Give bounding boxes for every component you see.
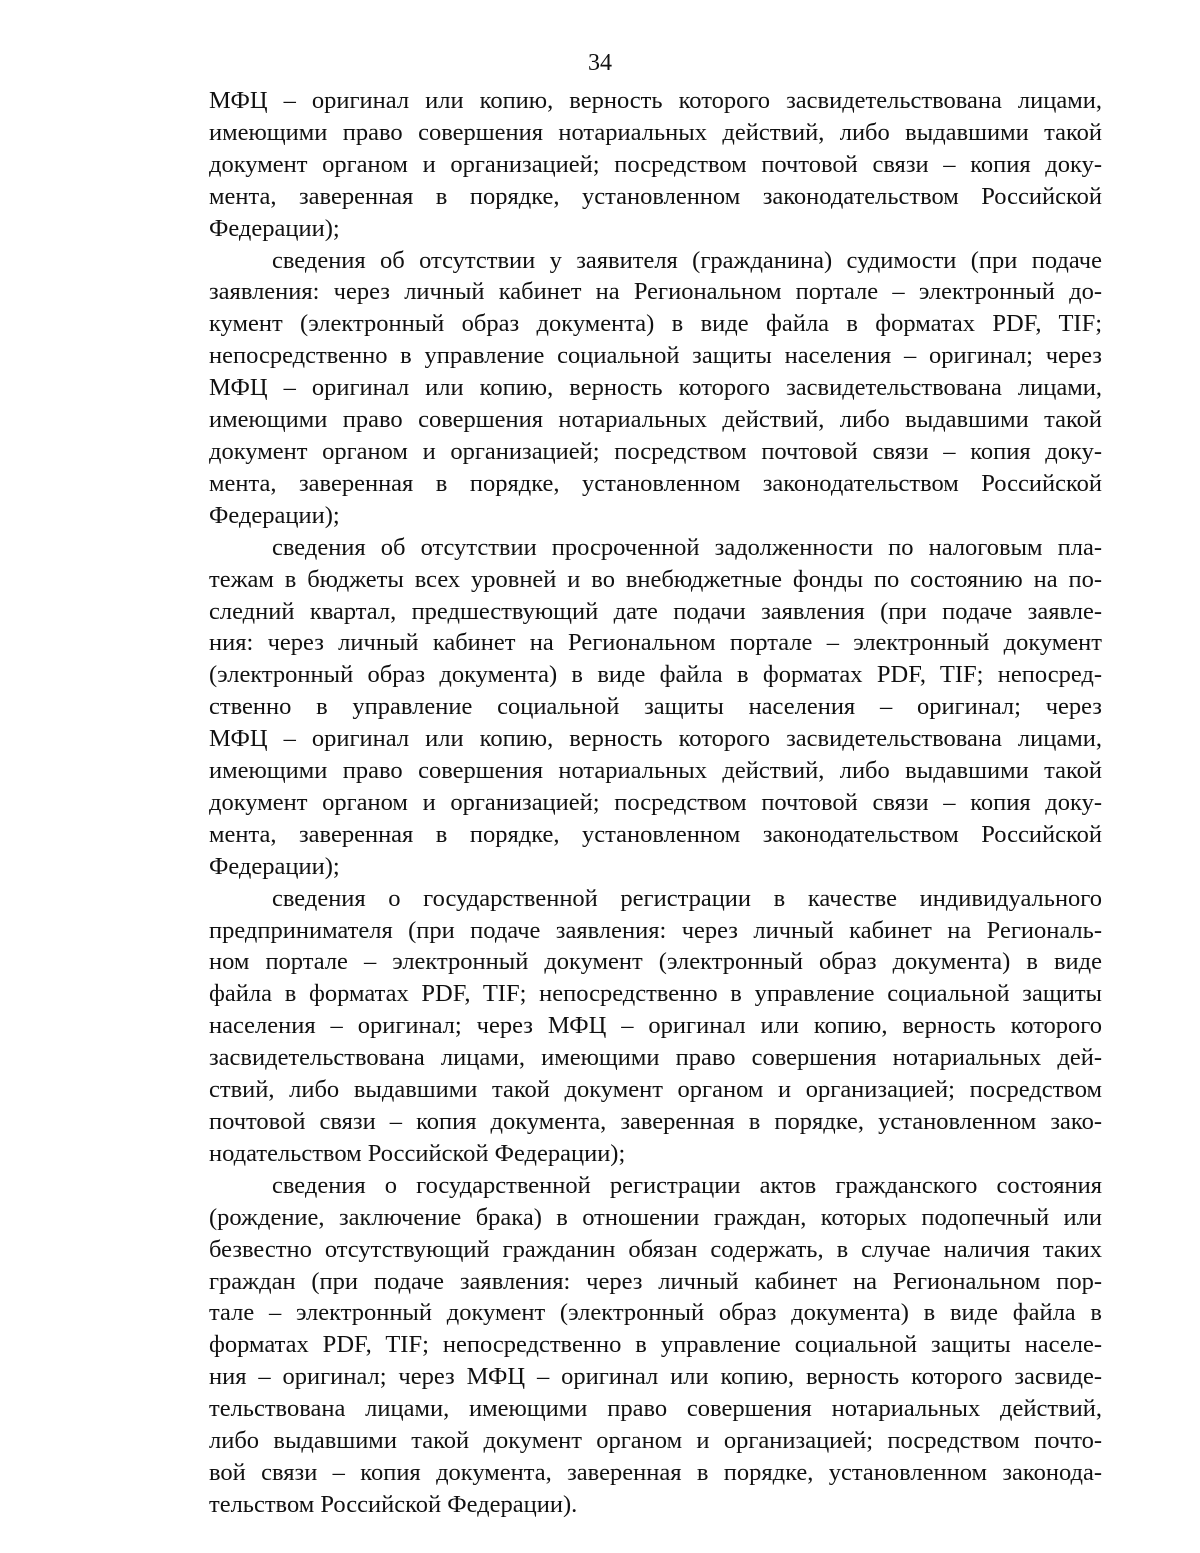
text-line: ния – оригинал; через МФЦ – оригинал или копию, верность которого засвиде- [209, 1363, 1102, 1391]
text-line: Федерации); [209, 501, 340, 529]
text-line: мента, заверенная в порядке, установленном законодательством Российской [209, 820, 1102, 848]
text-line: тельствована лицами, имеющими право совершения нотариальных действий, [209, 1395, 1102, 1423]
text-line: вой связи – копия документа, заверенная в порядке, установленном законода- [209, 1458, 1102, 1486]
text-line: форматах PDF, TIF; непосредственно в управление социальной защиты населе- [209, 1331, 1102, 1359]
paragraph [209, 883, 1102, 1170]
text-line: МФЦ – оригинал или копию, верность которого засвидетельствована лицами, [209, 87, 1102, 114]
text-line: тале – электронный документ (электронный образ документа) в виде файла в [209, 1299, 1102, 1327]
text-line: граждан (при подаче заявления: через личный кабинет на Региональном пор- [209, 1267, 1102, 1295]
text-line: сведения об отсутствии просроченной задолженности по налоговым пла- [272, 533, 1102, 561]
text-line: почтовой связи – копия документа, заверенная в порядке, установленном зако- [209, 1108, 1102, 1135]
paragraph [209, 1170, 1102, 1521]
text-line: документ органом и организацией; посредством почтовой связи – копия доку- [209, 150, 1102, 178]
text-line: непосредственно в управление социальной защиты населения – оригинал; через [209, 342, 1102, 370]
text-line: ствий, либо выдавшими такой документ органом и организацией; посредством [209, 1076, 1102, 1104]
text-line: Федерации); [209, 852, 340, 880]
text-line: имеющими право совершения нотариальных действий, либо выдавшими такой [209, 118, 1102, 146]
paragraph [209, 245, 1102, 532]
text-line: кумент (электронный образ документа) в виде файла в форматах PDF, TIF; [209, 310, 1102, 338]
text-line: (электронный образ документа) в виде файла в форматах PDF, TIF; непосред- [209, 661, 1102, 689]
text-line: ственно в управление социальной защиты населения – оригинал; через [209, 693, 1102, 721]
text-line: ния: через личный кабинет на Региональном портале – электронный документ [209, 629, 1102, 657]
text-line: документ органом и организацией; посредством почтовой связи – копия доку- [209, 788, 1102, 816]
text-line: (рождение, заключение брака) в отношении граждан, которых подопечный или [209, 1203, 1102, 1231]
text-line: МФЦ – оригинал или копию, верность которого засвидетельствована лицами, [209, 374, 1102, 402]
text-line: имеющими право совершения нотариальных действий, либо выдавшими такой [209, 406, 1102, 434]
text-line: тельством Российской Федерации). [209, 1490, 578, 1518]
text-line: заявления: через личный кабинет на Региональном портале – электронный до- [209, 278, 1102, 306]
paragraph [209, 532, 1102, 883]
paragraph [209, 85, 1102, 245]
text-line: МФЦ – оригинал или копию, верность которого засвидетельствована лицами, [209, 725, 1102, 753]
text-line: нодательством Российской Федерации); [209, 1139, 626, 1167]
text-line: сведения об отсутствии у заявителя (гражданина) судимости (при подаче [272, 246, 1102, 274]
text-line: предпринимателя (при подаче заявления: через личный кабинет на Региональ- [209, 916, 1102, 944]
text-line: ном портале – электронный документ (электронный образ документа) в виде [209, 948, 1102, 976]
page-number: 34 [588, 50, 612, 76]
text-line: Федерации); [209, 214, 340, 242]
text-line: следний квартал, предшествующий дате подачи заявления (при подаче заявле- [209, 597, 1102, 625]
text-line: населения – оригинал; через МФЦ – оригинал или копию, верность которого [209, 1012, 1102, 1040]
text-line: сведения о государственной регистрации в качестве индивидуального [272, 884, 1102, 912]
text-line: либо выдавшими такой документ органом и организацией; посредством почто- [209, 1427, 1102, 1455]
text-line: сведения о государственной регистрации актов гражданского состояния [272, 1171, 1102, 1199]
text-line: засвидетельствована лицами, имеющими право совершения нотариальных дей- [209, 1044, 1102, 1072]
text-line: файла в форматах PDF, TIF; непосредственно в управление социальной защиты [209, 980, 1102, 1008]
document-body [209, 85, 1102, 1521]
text-line: имеющими право совершения нотариальных действий, либо выдавшими такой [209, 757, 1102, 785]
text-line: безвестно отсутствующий гражданин обязан содержать, в случае наличия таких [209, 1235, 1102, 1263]
text-line: тежам в бюджеты всех уровней и во внебюджетные фонды по состоянию на по- [209, 565, 1102, 593]
text-line: документ органом и организацией; посредством почтовой связи – копия доку- [209, 437, 1102, 465]
text-line: мента, заверенная в порядке, установленном законодательством Российской [209, 469, 1102, 497]
text-line: мента, заверенная в порядке, установленном законодательством Российской [209, 182, 1102, 210]
